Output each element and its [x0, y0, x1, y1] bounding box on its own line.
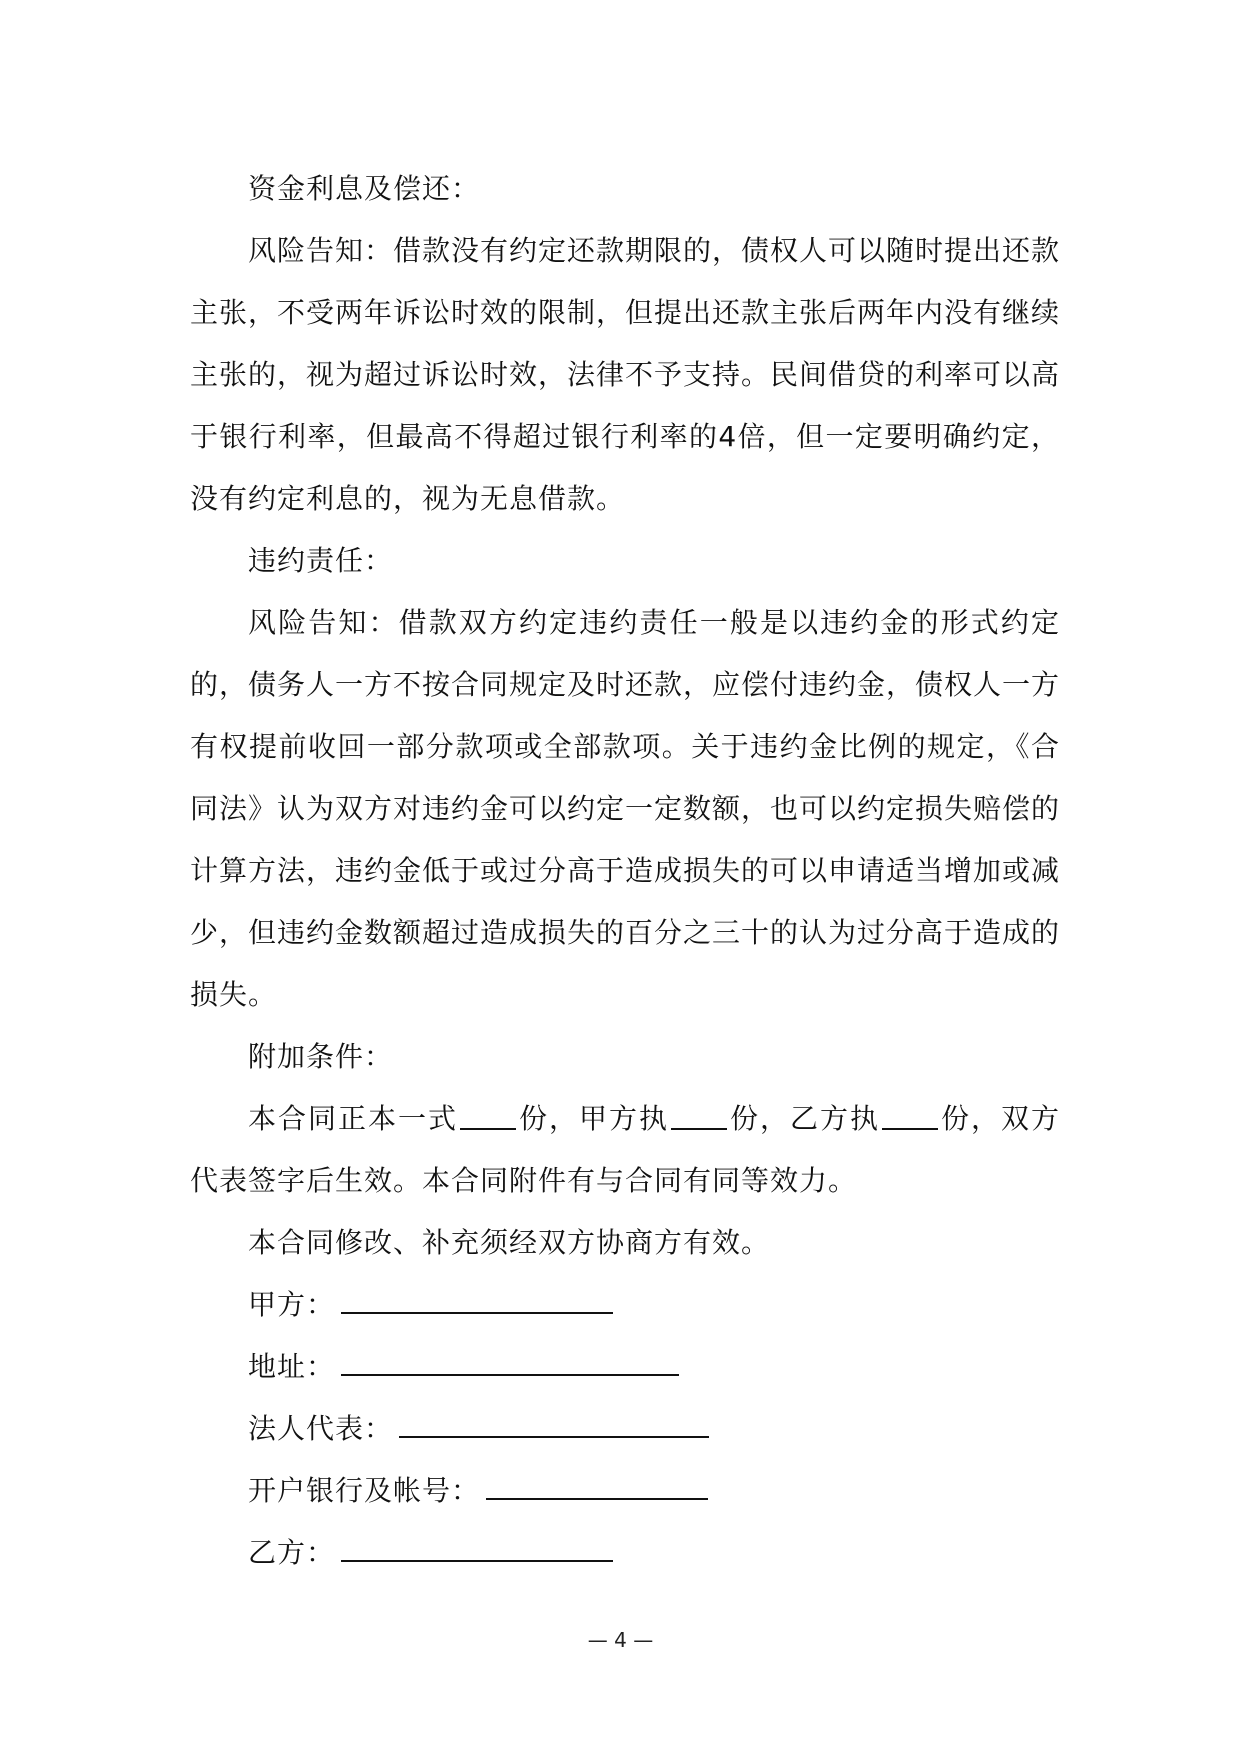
party-b-copies-blank[interactable]	[882, 1102, 938, 1130]
copies-text-2: 份，甲方执	[517, 1102, 669, 1135]
total-copies-blank[interactable]	[460, 1102, 516, 1130]
amend-clause: 本合同修改、补充须经双方协商方有效。	[248, 1226, 771, 1259]
page-number: — 4 —	[587, 1628, 654, 1652]
party-a-blank[interactable]	[341, 1286, 613, 1314]
copies-text-4: 份，双方代表签字后生效。本合同附件有与合同有同等效力。	[190, 1102, 1060, 1197]
copies-clause	[190, 1088, 1060, 1212]
bank-account-label: 开户银行及帐号：	[248, 1474, 481, 1507]
interest-heading: 资金利息及偿还：	[248, 172, 481, 205]
interest-risk-notice: 风险告知：借款没有约定还款期限的，债权人可以随时提出还款主张，不受两年诉讼时效的限制，但提出还款主张后两年内没有继续主张的，视为超过诉讼时效，法律不予支持。民间借贷的利率可以高于银行利率，但最高不得超过银行利率的4倍，但一定要明确约定，没有约定利息的，视为无息借款。	[190, 234, 1061, 515]
bank-account-blank[interactable]	[486, 1472, 708, 1500]
liability-heading: 违约责任：	[248, 544, 394, 577]
legal-rep-label: 法人代表：	[248, 1412, 394, 1445]
party-b-label: 乙方：	[248, 1536, 336, 1569]
legal-rep-blank[interactable]	[399, 1410, 709, 1438]
additional-heading: 附加条件：	[248, 1040, 394, 1073]
party-a-copies-blank[interactable]	[671, 1102, 727, 1130]
liability-risk-notice: 风险告知：借款双方约定违约责任一般是以违约金的形式约定的，债务人一方不按合同规定及时还款，应偿付违约金，债权人一方有权提前收回一部分款项或全部款项。关于违约金比例的规定，《合同法》认为双方对违约金可以约定一定数额，也可以约定损失赔偿的计算方法，违约金低于或过分高于造成损失的可以申请适当增加或减少，但违约金数额超过造成损失的百分之三十的认为过分高于造成的损失。	[190, 606, 1061, 1011]
address-blank[interactable]	[341, 1348, 679, 1376]
party-a-label: 甲方：	[248, 1288, 336, 1321]
party-b-field	[190, 1522, 1060, 1584]
party-b-blank[interactable]	[341, 1534, 613, 1562]
document-page	[190, 158, 1060, 1584]
legal-rep-field	[190, 1398, 1060, 1460]
bank-account-field	[190, 1460, 1060, 1522]
copies-text-3: 份，乙方执	[728, 1102, 880, 1135]
party-a-field	[190, 1274, 1060, 1336]
address-label: 地址：	[248, 1350, 336, 1383]
copies-text-1: 本合同正本一式	[248, 1102, 458, 1135]
address-field	[190, 1336, 1060, 1398]
